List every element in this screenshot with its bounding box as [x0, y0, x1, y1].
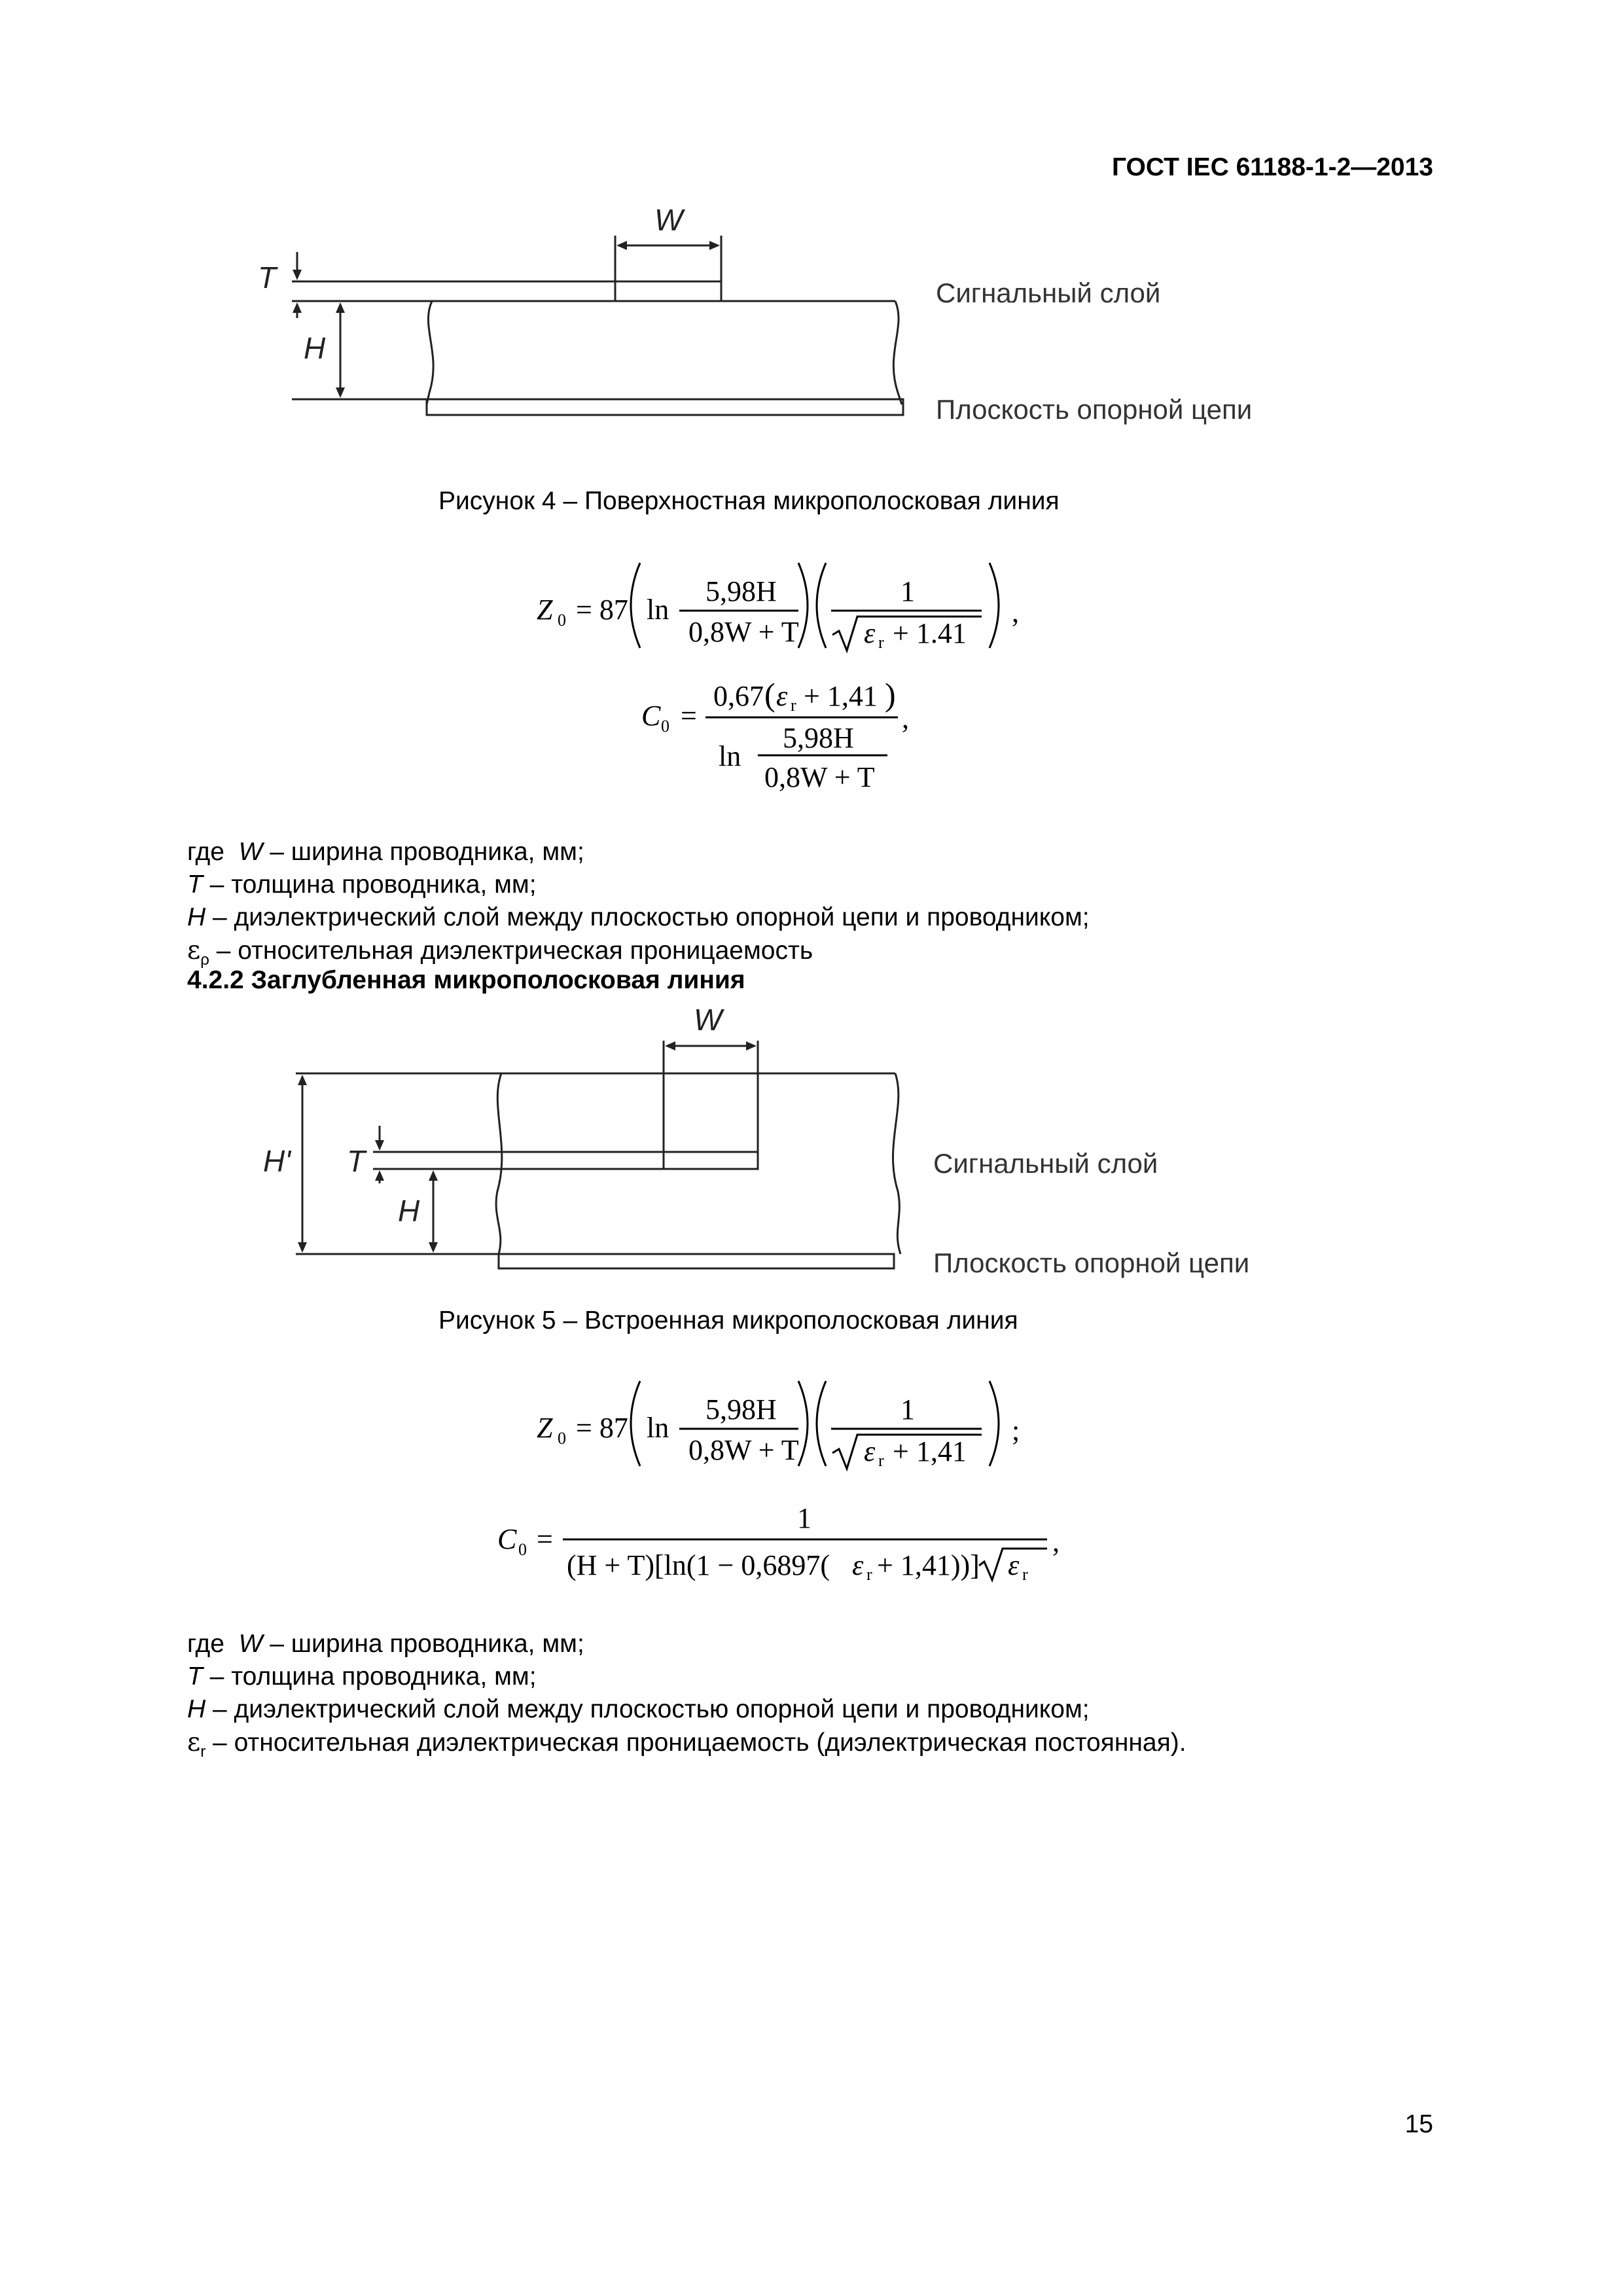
formula-punctuation: , — [902, 702, 909, 734]
h-arrowhead-top — [336, 302, 345, 313]
figure-5-caption: Рисунок 5 – Встроенная микрополосковая линия — [438, 1306, 1018, 1335]
denominator-epsilon: ε — [852, 1549, 864, 1581]
section-heading: 4.2.2 Заглубленная микрополосковая линия — [187, 966, 745, 994]
z-subscript: 0 — [558, 611, 566, 630]
definition-epsilon: $\varepsilon_\rho$ – относительная диэлектрическая проницаемость — [187, 936, 813, 969]
dielectric-right-break — [893, 1073, 901, 1254]
paren-right-2 — [990, 563, 999, 648]
var-w: W — [238, 838, 263, 866]
c-symbol: C — [497, 1523, 517, 1555]
label-w: W — [694, 1003, 722, 1037]
figure-4-caption: Рисунок 4 – Поверхностная микрополосковая линия — [438, 487, 1060, 515]
paren-left-2 — [817, 1381, 826, 1466]
label-reference-plane: Плоскость опорной цепи — [933, 1247, 1250, 1278]
w-arrow-right — [709, 241, 720, 250]
numerator-coefficient: 0,67 — [713, 680, 764, 712]
paren-right-1 — [798, 1381, 808, 1466]
signal-trace — [615, 281, 721, 301]
reference-plane — [499, 1254, 894, 1268]
h-arrowhead-bottom — [336, 387, 345, 398]
hprime-arrowhead-top — [298, 1075, 307, 1085]
denominator: 0,8W + T — [688, 616, 799, 648]
formula-punctuation: , — [1012, 596, 1019, 628]
var-epsilon: ε — [187, 1728, 201, 1757]
dielectric-left-break — [427, 301, 433, 404]
definition-h: H – диэлектрический слой между плоскостью опорной цепи и проводником; — [187, 903, 1090, 931]
epsilon-subscript: r — [878, 1451, 884, 1470]
definition-w: где W – ширина проводника, мм; — [187, 838, 584, 866]
figure-4-diagram — [249, 196, 1335, 445]
epsilon-addend: + 1.41 — [893, 617, 967, 649]
epsilon: ε — [864, 617, 876, 649]
label-t: T — [258, 260, 277, 295]
equals-sign: = — [681, 700, 697, 732]
var-t: T — [187, 1662, 203, 1691]
unit-numerator: 1 — [901, 575, 915, 607]
z-symbol: Z — [537, 1412, 553, 1444]
ln-operator: ln — [647, 594, 669, 626]
label-h: H — [304, 331, 326, 365]
t-arrowhead-bottom — [293, 302, 302, 313]
numerator-one: 1 — [797, 1502, 812, 1534]
paren-right-2 — [990, 1381, 999, 1466]
formula-z0-embedded — [524, 1374, 1047, 1486]
definition-t-2: T – толщина проводника, мм; — [187, 1662, 537, 1691]
c-subscript: 0 — [518, 1540, 527, 1559]
w-arrow-left — [616, 241, 627, 250]
z-coefficient: = 87 — [576, 1412, 628, 1444]
label-signal-layer: Сигнальный слой — [933, 1148, 1158, 1179]
figure-5-diagram — [249, 995, 1335, 1283]
root-epsilon: ε — [1008, 1549, 1020, 1581]
denominator-part-b: + 1,41))] — [877, 1549, 980, 1581]
ln-operator: ln — [647, 1412, 669, 1444]
inner-denominator: 0,8W + T — [764, 761, 875, 793]
dielectric-left-break — [496, 1073, 502, 1254]
definition-epsilon-2: $\varepsilon_r$ – относительная диэлектрическая проницаемость (диэлектрическая постоянная). — [187, 1728, 1186, 1761]
denominator-epsilon-subscript: r — [866, 1565, 872, 1584]
z-subscript: 0 — [558, 1429, 566, 1448]
paren-left-1 — [631, 563, 640, 648]
ln-operator: ln — [719, 740, 741, 772]
w-arrow-left — [665, 1041, 675, 1050]
h-arrowhead-top — [429, 1170, 438, 1181]
reference-plane — [427, 399, 903, 415]
c-symbol: C — [641, 700, 661, 732]
label-h: H — [398, 1194, 420, 1228]
paren-left-2 — [817, 563, 826, 648]
t-arrowhead-top — [375, 1140, 384, 1151]
unit-numerator: 1 — [901, 1393, 915, 1426]
label-signal-layer: Сигнальный слой — [936, 278, 1161, 308]
label-h-prime: H' — [263, 1144, 291, 1178]
paren-right-1 — [798, 563, 808, 648]
var-h: H — [187, 1695, 206, 1723]
page-number: 15 — [1404, 2110, 1433, 2138]
inner-numerator: 5,98H — [783, 722, 854, 754]
t-arrowhead-top — [293, 270, 302, 280]
var-epsilon: ε — [187, 936, 201, 965]
t-arrowhead-bottom — [375, 1170, 384, 1181]
definition-w-2: где W – ширина проводника, мм; — [187, 1630, 584, 1658]
numerator-epsilon-subscript: r — [791, 696, 796, 715]
var-t: T — [187, 870, 203, 899]
h-arrowhead-bottom — [429, 1242, 438, 1253]
denominator-part-a: (H + T)[ln(1 − 0,6897( — [567, 1549, 830, 1581]
formula-punctuation: , — [1052, 1526, 1060, 1558]
formula-z0-surface — [524, 556, 1047, 668]
epsilon: ε — [864, 1435, 876, 1467]
numerator-close-paren: ) — [885, 676, 896, 713]
numerator-epsilon: ε — [776, 680, 788, 712]
definition-h-2: H – диэлектрический слой между плоскостью опорной цепи и проводником; — [187, 1695, 1090, 1723]
numerator: 5,98H — [705, 575, 777, 607]
var-w: W — [238, 1630, 263, 1658]
z-symbol: Z — [537, 594, 553, 626]
label-reference-plane: Плоскость опорной цепи — [936, 394, 1253, 425]
equals-sign: = — [537, 1523, 553, 1555]
c-subscript: 0 — [661, 717, 669, 736]
definition-t: T – толщина проводника, мм; — [187, 870, 537, 899]
hprime-arrowhead-bottom — [298, 1242, 307, 1253]
epsilon-addend: + 1,41 — [893, 1435, 967, 1467]
numerator: 5,98H — [705, 1393, 777, 1426]
document-id: ГОСТ IEC 61188-1-2—2013 — [1111, 153, 1433, 181]
dielectric-right-break — [893, 301, 902, 404]
paren-left-1 — [631, 1381, 640, 1466]
formula-punctuation: ; — [1012, 1414, 1020, 1446]
formula-c0-embedded — [484, 1486, 1073, 1597]
z-coefficient: = 87 — [576, 594, 628, 626]
epsilon-subscript: r — [878, 633, 884, 652]
numerator-open-paren: ( — [764, 676, 776, 713]
numerator-addend: + 1,41 — [804, 680, 878, 712]
formula-c0-surface — [628, 666, 969, 804]
var-h: H — [187, 903, 206, 931]
signal-trace — [664, 1152, 758, 1169]
root-epsilon-subscript: r — [1022, 1565, 1028, 1584]
label-t: T — [347, 1144, 366, 1178]
w-arrow-right — [746, 1041, 757, 1050]
denominator: 0,8W + T — [688, 1434, 799, 1466]
label-w: W — [654, 203, 683, 237]
